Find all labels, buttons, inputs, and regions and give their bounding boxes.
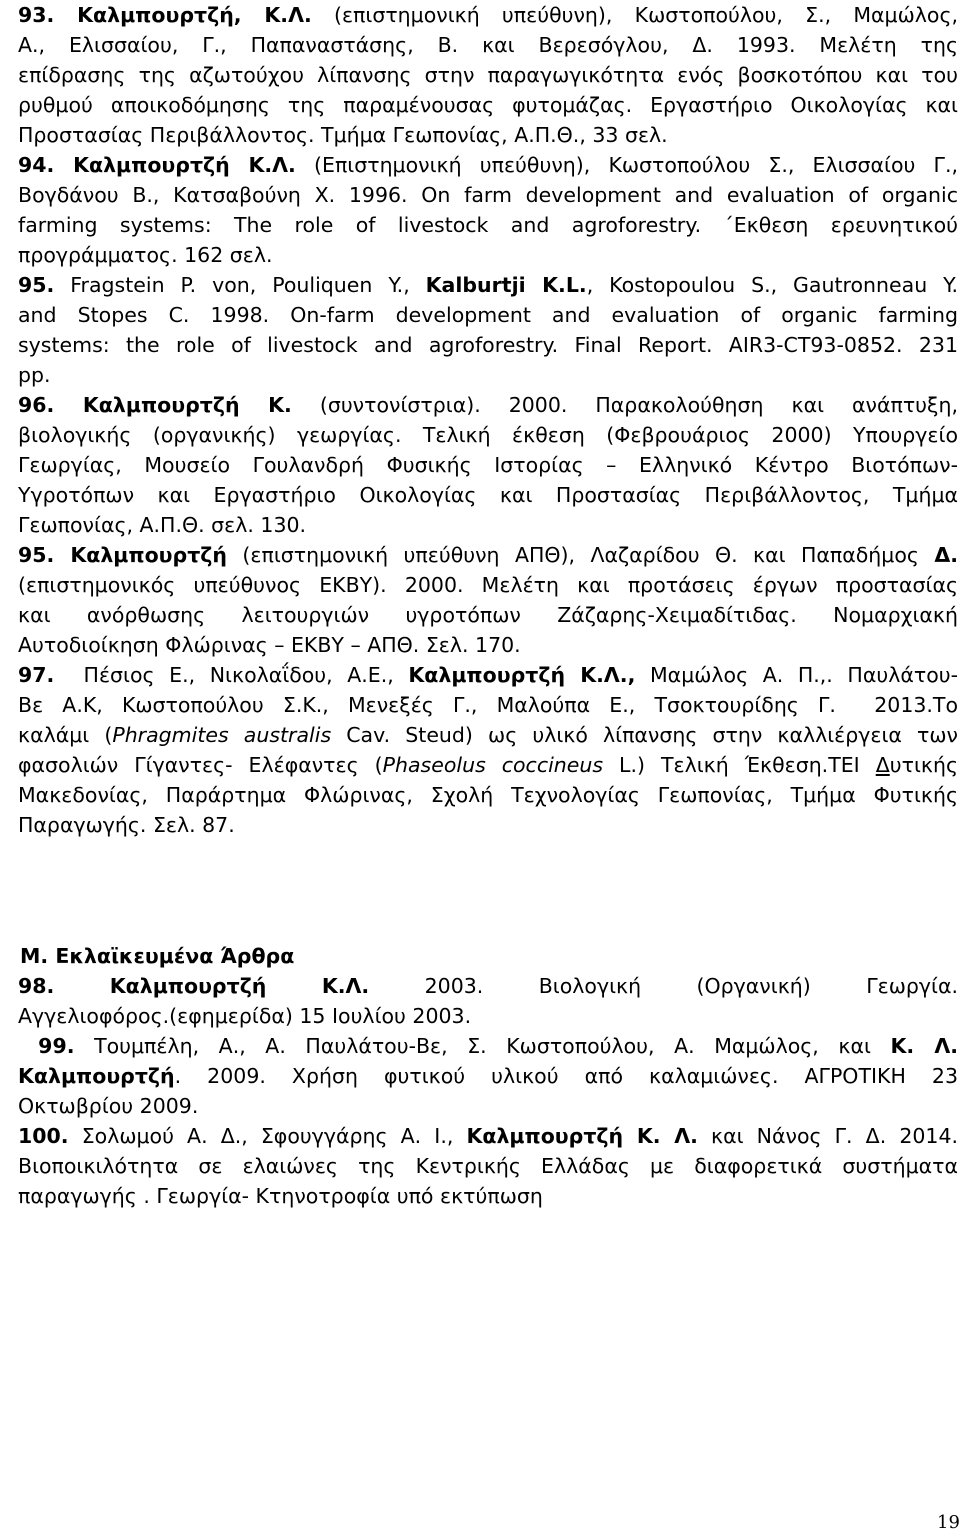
text-run: Γεωπονίας, Α.Π.Θ. σελ. 130. [18, 513, 307, 537]
reference-line [18, 810, 958, 840]
text-run [266, 974, 321, 998]
bold-text: Δ. [934, 543, 958, 567]
text-run [54, 974, 109, 998]
reference-entry [18, 540, 958, 660]
reference-line [18, 750, 958, 780]
text-run: (συντονίστρια). 2000. Παρακολούθηση και ανάπτυξη, [291, 393, 958, 417]
text-run: 2003. Βιολογική (Οργανική) Γεωργία. [369, 974, 958, 998]
bold-text: 93. Καλμπουρτζή, Κ.Λ. [18, 3, 312, 27]
text-run: ρυθμού αποικοδόμησης της παραμένουσας φυτομάζας. Εργαστήριο Οικολογίας και [18, 93, 958, 117]
reference-line [18, 270, 958, 300]
reference-line [18, 690, 958, 720]
bold-text: 94. Καλμπουρτζή Κ.Λ. [18, 153, 296, 177]
text-run: Βε Α.Κ, Κωστοπούλου Σ.Κ., Μενεξές Γ., Μαλούπα Ε., Τσοκτουρίδης Γ. 2013.Το [18, 693, 958, 717]
reference-line [18, 210, 958, 240]
bold-text: 98. [18, 974, 55, 998]
text-run: Υγροτόπων και Εργαστήριο Οικολογίας και Προστασίας Περιβάλλοντος, Τμήμα [18, 483, 958, 507]
text-run: και ανόρθωσης λειτουργιών υγροτόπων Ζάζαρης-Χειμαδίτιδας. Νομαρχιακή [18, 603, 958, 627]
reference-entry [18, 1121, 958, 1211]
text-run: . 2009. Χρήση φυτικού υλικού από καλαμιώνες. ΑΓΡΟΤΙΚΗ 23 [174, 1064, 958, 1088]
text-run: (επιστημονικός υπεύθυνος ΕΚΒΥ). 2000. Μελέτη και προτάσεις έργων προστασίας [18, 573, 958, 597]
reference-entry [18, 660, 958, 840]
reference-entry [18, 390, 958, 540]
bold-text: 97. [18, 663, 55, 687]
italic-text: Phaseolus coccineus [382, 753, 604, 777]
text-run: (Επιστημονική υπεύθυνη), Κωστοπούλου Σ., Ελισσαίου Γ., [295, 153, 958, 177]
reference-entry [18, 270, 958, 390]
reference-line [18, 420, 958, 450]
bold-text: Καλμπουρτζή [18, 1064, 175, 1088]
reference-line [18, 90, 958, 120]
text-run: L.) Τελική Έκθεση.ΤΕΙ [603, 753, 876, 777]
text-run: and Stopes C. 1998. On-farm development and evaluation of organic farming [18, 303, 958, 327]
reference-line [18, 1091, 958, 1121]
text-run: και Νάνος Γ. Δ. 2014. [697, 1124, 958, 1148]
popular-articles-list [18, 971, 958, 1211]
reference-entry [18, 0, 958, 150]
reference-line [18, 630, 958, 660]
bold-text: Κ.Λ. [321, 974, 370, 998]
text-run: Μακεδονίας, Παράρτημα Φλώρινας, Σχολή Τεχνολογίας Γεωπονίας, Τμήμα Φυτικής [18, 783, 958, 807]
text-run: Παραγωγής. Σελ. 87. [18, 813, 235, 837]
bold-text: Καλμπουρτζή Κ.Λ., [408, 663, 636, 687]
text-run: Γεωργίας, Μουσείο Γουλανδρή Φυσικής Ιστορίας – Ελληνικό Κέντρο Βιοτόπων- [18, 453, 958, 477]
text-run: βιολογικής (οργανικής) γεωργίας. Τελική έκθεση (Φεβρουάριος 2000) Υπουργείο [18, 423, 958, 447]
reference-line [18, 570, 958, 600]
text-run: παραγωγής . Γεωργία- Κτηνοτροφία υπό εκτύπωση [18, 1184, 543, 1208]
reference-line [18, 330, 958, 360]
text-run: Α., Ελισσαίου, Γ., Παπαναστάσης, Β. και Βερεσόγλου, Δ. 1993. Μελέτη της [18, 33, 958, 57]
reference-line [18, 150, 958, 180]
text-run: Τουμπέλη, Α., Α. Παυλάτου-Βε, Σ. Κωστοπούλου, Α. Μαμώλος, και [74, 1034, 891, 1058]
reference-entry [18, 150, 958, 270]
reference-line [18, 390, 958, 420]
reference-line [18, 1151, 958, 1181]
reference-line [18, 971, 958, 1001]
italic-text: Phragmites australis [112, 723, 332, 747]
page-number: 19 [937, 1512, 960, 1533]
reference-list [18, 0, 958, 840]
reference-line [18, 360, 958, 390]
text-run: (επιστημονική υπεύθυνη), Κωστοπούλου, Σ., Μαμώλος, [311, 3, 958, 27]
text-run: Cav. Steud) ως υλικό λίπανσης στην καλλιέργεια των [331, 723, 958, 747]
reference-line [18, 120, 958, 150]
reference-line [18, 300, 958, 330]
text-run: Αυτοδιοίκηση Φλώρινας – ΕΚΒΥ – ΑΠΘ. Σελ. 170. [18, 633, 521, 657]
reference-line [18, 450, 958, 480]
underlined-text: Δ [875, 753, 890, 777]
bold-text: 99. [18, 1034, 75, 1058]
bold-text: 95. Καλμπουρτζή [18, 543, 227, 567]
text-run: προγράμματος. 162 σελ. [18, 243, 273, 267]
text-run: Αγγελιοφόρος.(εφημερίδα) 15 Ιουλίου 2003. [18, 1004, 472, 1028]
bold-text: Καλμπουρτζή [109, 974, 267, 998]
reference-line [18, 1121, 958, 1151]
text-run: καλάμι ( [18, 723, 113, 747]
text-run: Fragstein P. von, Pouliquen Y., [54, 273, 426, 297]
reference-line [18, 780, 958, 810]
bold-text: 100. [18, 1124, 69, 1148]
bold-text: Κ. Λ. [890, 1034, 958, 1058]
text-run: (επιστημονική υπεύθυνη ΑΠΘ), Λαζαρίδου Θ. και Παπαδήμος [226, 543, 935, 567]
text-run: υτικής [889, 753, 958, 777]
reference-line [18, 600, 958, 630]
reference-line [18, 180, 958, 210]
text-run: Προστασίας Περιβάλλοντος. Τμήμα Γεωπονίας, Α.Π.Θ., 33 σελ. [18, 123, 668, 147]
section-heading: Μ. Εκλαϊκευμένα Άρθρα [20, 944, 295, 968]
text-run: Σολωμού Α. Δ., Σφουγγάρης Α. Ι., [68, 1124, 467, 1148]
text-run: Οκτωβρίου 2009. [18, 1094, 199, 1118]
text-run: systems: the role of livestock and agroforestry. Final Report. AIR3-CT93-0852. 231 [18, 333, 958, 357]
text-run: farming systems: The role of livestock and agroforestry. ΄Εκθεση ερευνητικού [18, 213, 958, 237]
bold-text: Kalburtji K.L. [425, 273, 587, 297]
reference-line [18, 30, 958, 60]
text-run: φασολιών Γίγαντες- Ελέφαντες ( [18, 753, 383, 777]
text-run: Πέσιος Ε., Νικολαΐδου, Α.Ε., [54, 663, 409, 687]
reference-line [18, 480, 958, 510]
reference-line [18, 720, 958, 750]
text-run: Βογδάνου Β., Κατσαβούνη Χ. 1996. On farm development and evaluation of organic [18, 183, 958, 207]
text-run: , Kostopoulou S., Gautronneau Y. [586, 273, 958, 297]
text-run: Μαμώλος Α. Π.,. Παυλάτου- [635, 663, 958, 687]
bold-text: 95. [18, 273, 55, 297]
text-run: επίδρασης της αζωτούχου λίπανσης στην παραγωγικότητα ενός βοσκοτόπου και του [18, 63, 958, 87]
reference-entry [18, 971, 958, 1031]
reference-line [18, 1001, 958, 1031]
reference-line [18, 0, 958, 30]
reference-line [18, 1061, 958, 1091]
reference-line [18, 1181, 958, 1211]
text-run: pp. [18, 363, 51, 387]
bold-text: Καλμπουρτζή Κ. Λ. [466, 1124, 698, 1148]
bold-text: 96. Καλμπουρτζή Κ. [18, 393, 292, 417]
reference-line [18, 1031, 958, 1061]
text-run: Βιοποικιλότητα σε ελαιώνες της Κεντρικής Ελλάδας με διαφορετικά συστήματα [18, 1154, 958, 1178]
reference-line [18, 540, 958, 570]
reference-entry [18, 1031, 958, 1121]
reference-line [18, 240, 958, 270]
reference-line [18, 60, 958, 90]
reference-line [18, 660, 958, 690]
reference-line [18, 510, 958, 540]
